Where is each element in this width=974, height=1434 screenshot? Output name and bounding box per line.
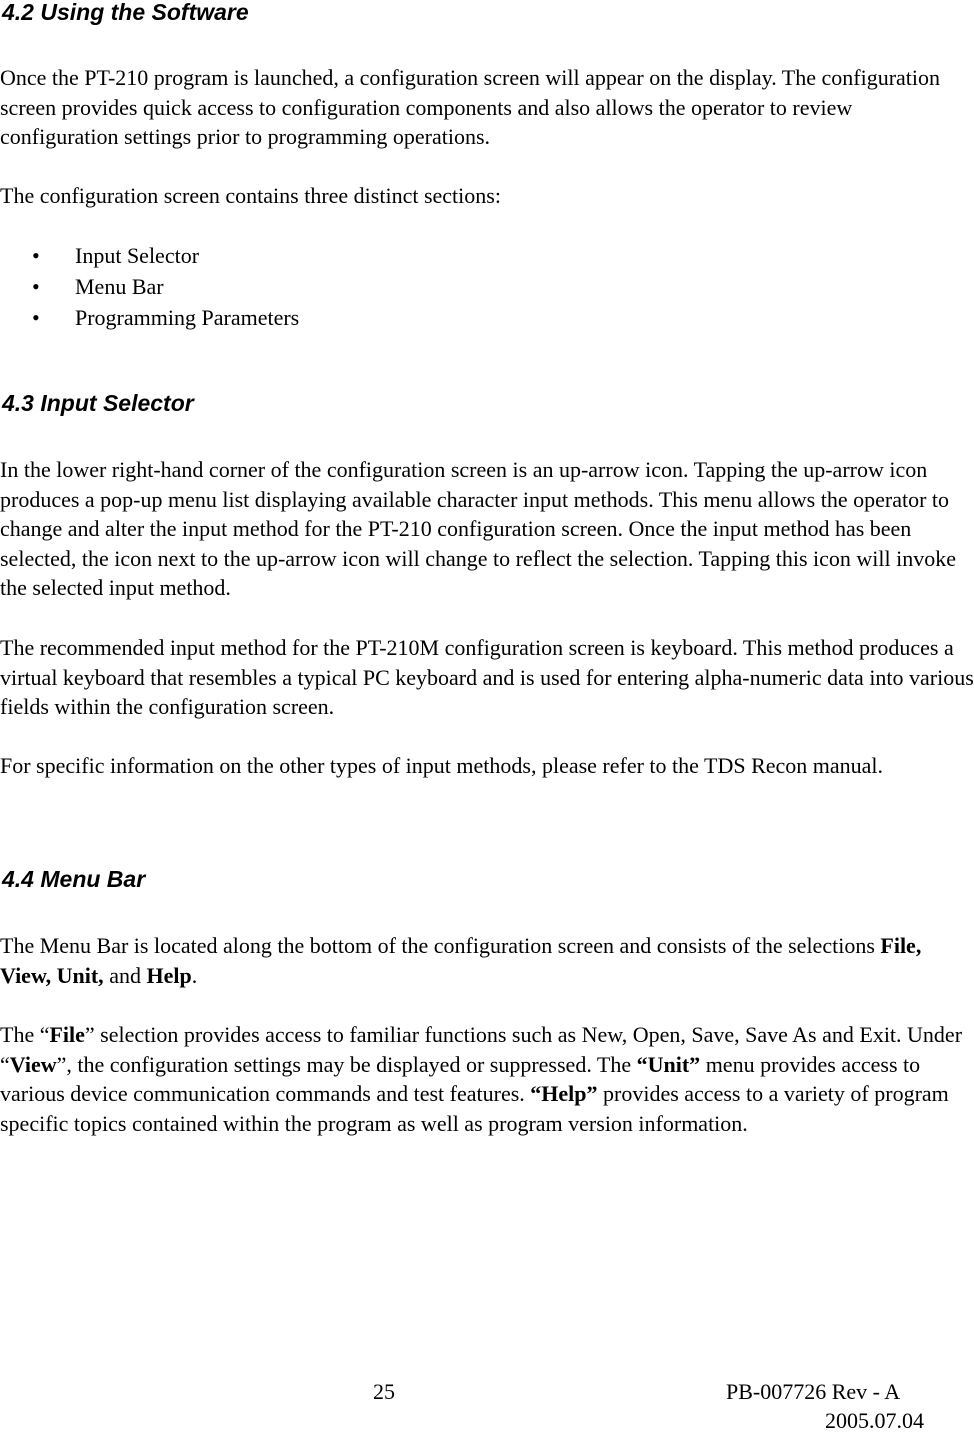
paragraph-4-2-intro: Once the PT-210 program is launched, a configuration screen will appear on the display. The configuration screen provides quick access to configuration components and also allows the operator to review configuration settings prior to programming operations. bbox=[0, 65, 941, 150]
paragraph-4-3-input-selector: In the lower right-hand corner of the configuration screen is an up-arrow icon. Tapping the up-arrow icon produces a pop-up menu list displaying available character input methods. This menu allows the operator to change and alter the input method for the PT-210 configuration screen. Once the input method has been selected, the icon next to the up-arrow icon will change to reflect the selection. Tapping this icon will invoke the selected input method. bbox=[0, 457, 956, 601]
paragraph-4-2-sections: The configuration screen contains three distinct sections: bbox=[0, 183, 501, 208]
list-item-label: Menu Bar bbox=[75, 274, 164, 299]
heading-4-3: 4.3 Input Selector bbox=[2, 390, 194, 416]
list-item-label: Programming Parameters bbox=[75, 305, 300, 330]
page-number: 25 bbox=[373, 1379, 395, 1404]
bullet-icon: • bbox=[32, 274, 40, 299]
document-date: 2005.07.04 bbox=[825, 1408, 924, 1433]
heading-4-2: 4.2 Using the Software bbox=[2, 0, 249, 25]
paragraph-4-4-menu-bar: The Menu Bar is located along the bottom of the configuration screen and consists of the selections File, View, Unit, and Help. bbox=[0, 933, 922, 988]
paragraph-4-3-tds-recon: For specific information on the other types of input methods, please refer to the TDS Recon manual. bbox=[0, 753, 884, 778]
bullet-icon: • bbox=[32, 243, 40, 268]
list-item-label: Input Selector bbox=[75, 243, 200, 268]
bullet-icon: • bbox=[32, 305, 40, 330]
heading-4-4: 4.4 Menu Bar bbox=[2, 866, 146, 892]
paragraph-4-3-keyboard: The recommended input method for the PT-210M configuration screen is keyboard. This method produces a virtual keyboard that resembles a typical PC keyboard and is used for entering alpha-numeric data into various fields within the configuration screen. bbox=[0, 635, 974, 720]
paragraph-4-4-menu-items: The “File” selection provides access to familiar functions such as New, Open, Save, Save As and Exit. Under “View”, the configuration settings may be displayed or suppressed. The “Unit” menu provides access to various device communication commands and test features. “Help” provides access to a variety of program specific topics contained within the program as well as program version information. bbox=[0, 1022, 963, 1136]
document-id: PB-007726 Rev - A bbox=[726, 1379, 901, 1404]
